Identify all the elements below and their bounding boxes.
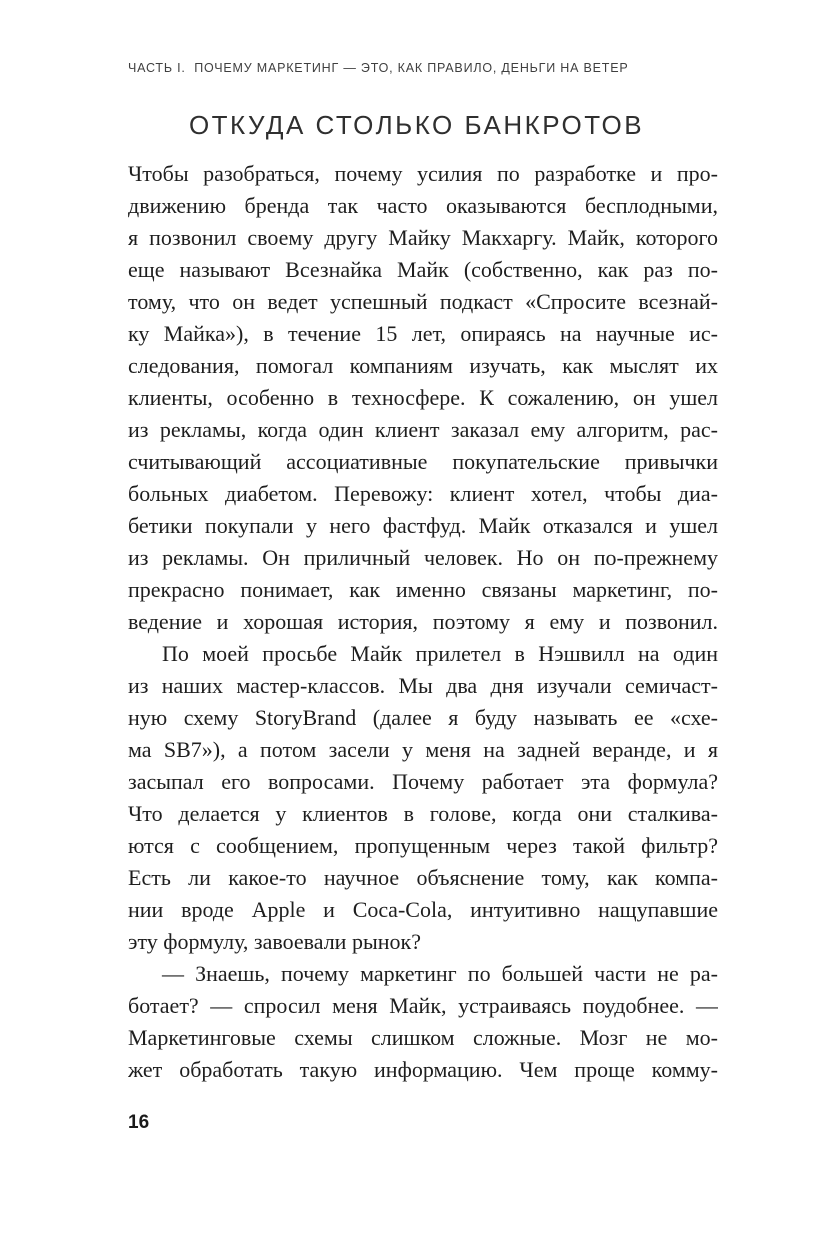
text-line: из рекламы. Он приличный человек. Но он по-прежнему bbox=[128, 545, 718, 570]
text-line: — Знаешь, почему маркетинг по большей части не ра- bbox=[162, 961, 718, 986]
text-line: ку Майка»), в течение 15 лет, опираясь на научные ис- bbox=[128, 321, 718, 346]
text-line: я позвонил своему другу Майку Макхаргу. Майк, которого bbox=[128, 225, 718, 250]
text-line: засыпал его вопросами. Почему работает эта формула? bbox=[128, 769, 718, 794]
text-line: Есть ли какое-то научное объяснение тому, как компа- bbox=[128, 865, 718, 890]
text-line: ведение и хорошая история, поэтому я ему и позвонил. bbox=[128, 609, 718, 634]
text-line: тому, что он ведет успешный подкаст «Спросите всезнай- bbox=[128, 289, 718, 314]
text-line: еще называют Всезнайка Майк (собственно, как раз по- bbox=[128, 257, 718, 282]
text-line: эту формулу, завоевали рынок? bbox=[128, 929, 421, 954]
paragraph bbox=[128, 158, 718, 638]
text-line: нии вроде Apple и Coca-Cola, интуитивно нащупавшие bbox=[128, 897, 718, 922]
section-title: ОТКУДА СТОЛЬКО БАНКРОТОВ bbox=[188, 110, 645, 140]
body-text bbox=[128, 158, 718, 1086]
text-line: прекрасно понимает, как именно связаны маркетинг, по- bbox=[128, 577, 718, 602]
running-header: ЧАСТЬ I. ПОЧЕМУ МАРКЕТИНГ — ЭТО, КАК ПРАВИЛО, ДЕНЬГИ НА ВЕТЕР bbox=[128, 61, 629, 75]
text-line: из рекламы, когда один клиент заказал ему алгоритм, рас- bbox=[128, 417, 718, 442]
paragraph bbox=[128, 958, 718, 1086]
page-number: 16 bbox=[128, 1112, 150, 1133]
text-line: Чтобы разобраться, почему усилия по разработке и про- bbox=[128, 161, 718, 186]
text-line: жет обработать такую информацию. Чем проще комму- bbox=[128, 1057, 718, 1082]
text-line: ются с сообщением, пропущенным через такой фильтр? bbox=[128, 833, 718, 858]
text-line: По моей просьбе Майк прилетел в Нэшвилл на один bbox=[162, 641, 718, 666]
text-line: движению бренда так часто оказываются бесплодными, bbox=[128, 193, 718, 218]
paragraph bbox=[128, 638, 718, 958]
text-line: из наших мастер-классов. Мы два дня изучали семичаст- bbox=[128, 673, 718, 698]
text-line: больных диабетом. Перевожу: клиент хотел, чтобы диа- bbox=[128, 481, 718, 506]
text-line: ботает? — спросил меня Майк, устраиваясь поудобнее. — bbox=[128, 993, 718, 1018]
text-line: клиенты, особенно в техносфере. К сожалению, он ушел bbox=[128, 385, 718, 410]
text-line: следования, помогал компаниям изучать, как мыслят их bbox=[128, 353, 718, 378]
text-line: бетики покупали у него фастфуд. Майк отказался и ушел bbox=[128, 513, 718, 538]
text-line: считывающий ассоциативные покупательские привычки bbox=[128, 449, 718, 474]
text-line: Маркетинговые схемы слишком сложные. Мозг не мо- bbox=[128, 1025, 718, 1050]
text-line: Что делается у клиентов в голове, когда они сталкива- bbox=[128, 801, 718, 826]
text-line: ма SB7»), а потом засели у меня на задней веранде, и я bbox=[128, 737, 718, 762]
text-line: ную схему StoryBrand (далее я буду называть ее «схе- bbox=[128, 705, 718, 730]
